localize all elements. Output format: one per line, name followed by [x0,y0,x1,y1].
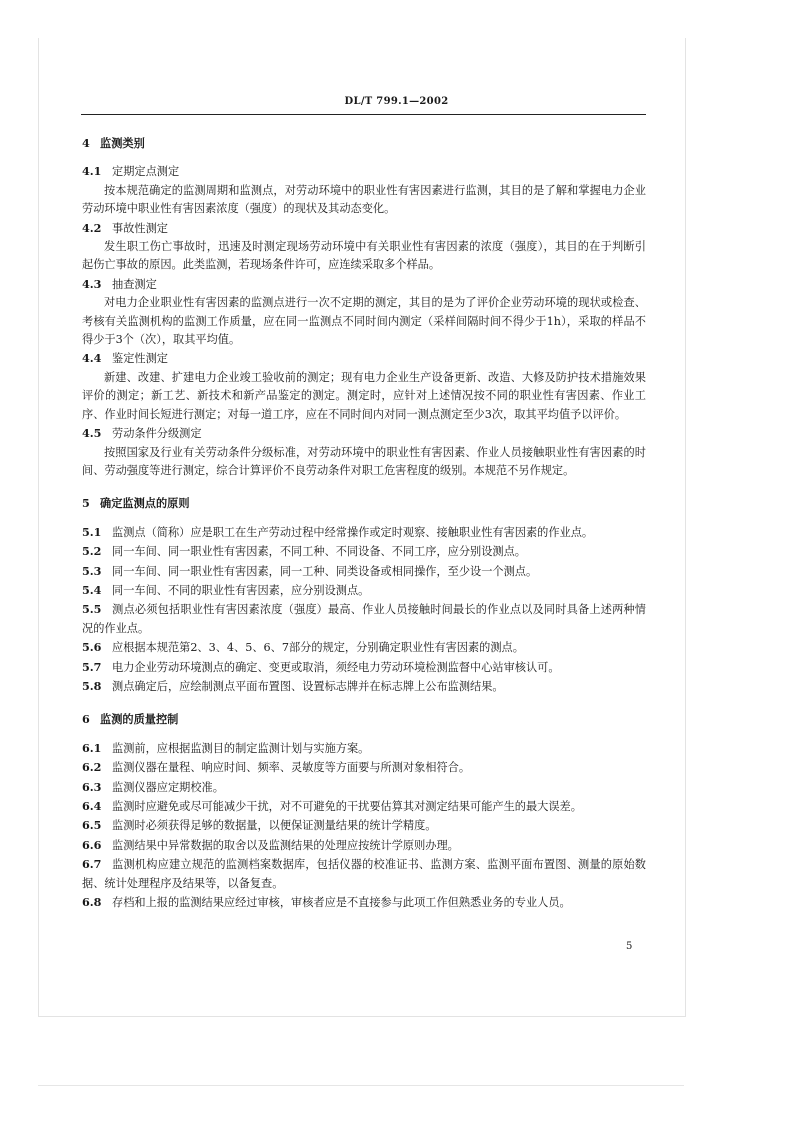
subsection-text-4-1: 按本规范确定的监测周期和监测点，对劳动环境中的职业性有害因素进行监测，其目的是了解和掌握电力企业劳动环境中职业性有害因素浓度（强度）的现状及其动态变化。 [82,183,646,216]
clause-text: 监测时必须获得足够的数据量，以便保证测量结果的统计学精度。 [112,819,437,833]
page-separator [38,1085,684,1086]
subsection-heading-4-3 [82,275,646,294]
subsection-text-4-3: 对电力企业职业性有害因素的监测点进行一次不定期的测定，其目的是为了评价企业劳动环境的现状或检查、考核有关监测机构的监测工作质量，应在同一监测点不同时间内测定（采样间隔时间不得少于1h），采取的样品不得少于3个（次），取其平均值。 [82,296,646,347]
clause-number: 6.4 [82,799,102,813]
clause-number: 5.8 [82,678,102,693]
subsection-number: 4.2 [82,220,102,235]
document-body [82,134,646,912]
subsection-heading-4-4 [82,349,646,368]
subsection-number: 4.3 [82,276,102,291]
subsection-title: 事故性测定 [112,221,168,235]
section-heading-5 [82,494,646,512]
clause-text: 应根据本规范第2、3、4、5、6、7部分的规定，分别确定职业性有害因素的测点。 [112,641,524,655]
section-number: 4 [82,136,90,150]
clause-number: 5.3 [82,563,102,578]
section-title: 确定监测点的原则 [100,496,190,511]
clause-text: 同一车间、同一职业性有害因素，同一工种、同类设备或相同操作，至少设一个测点。 [112,564,538,578]
clause-5-1 [82,523,646,542]
header-rule [81,114,646,115]
clause-5-8 [82,677,646,696]
subsection-text-4-2: 发生职工伤亡事故时，迅速及时测定现场劳动环境中有关职业性有害因素的浓度（强度），其目的在于判断引起伤亡事故的原因。此类监测，若现场条件许可，应连续采取多个样品。 [82,240,646,272]
subsection-heading-4-5 [82,424,646,443]
subsection-text-4-4: 新建、改建、扩建电力企业竣工验收前的测定；现有电力企业生产设备更新、改造、大修及防护技术措施效果评价的测定；新工艺、新技术和新产品鉴定的测定。测定时，应针对上述情况按不同的职业性有害因素、作业工序、作业时间长短进行测定；对每一道工序，应在不同时间内对同一测点测定至少3次，取其平均值予以评价。 [82,370,646,421]
clause-5-7 [82,658,646,677]
clause-number: 6.6 [82,837,102,852]
clause-number: 6.3 [82,779,102,794]
clause-text: 监测结果中异常数据的取舍以及监测结果的处理应按统计学原则办理。 [112,838,459,852]
section-heading-4 [82,134,646,152]
clause-number: 5.2 [82,544,102,559]
clause-number: 6.1 [82,740,102,755]
clause-text: 同一车间、同一职业性有害因素，不同工种、不同设备、不同工序，应分别设测点。 [112,545,526,559]
clause-number: 5.4 [82,582,102,597]
clause-number: 5.1 [82,524,102,539]
clause-text: 监测仪器在量程、响应时间、频率、灵敏度等方面要与所测对象相符合。 [112,761,471,775]
section-heading-6 [82,710,646,728]
clause-number: 6.8 [82,895,102,910]
subsection-title: 定期定点测定 [112,165,180,179]
subsection-title: 抽查测定 [112,277,157,291]
clause-text: 测点必须包括职业性有害因素浓度（强度）最高、作业人员接触时间最长的作业点以及同时具备上述两种情况的作业点。 [82,603,646,635]
clause-text: 监测机构应建立规范的监测档案数据库，包括仪器的校准证书、监测方案、监测平面布置图、测量的原始数据、统计处理程序及结果等，以备复查。 [82,858,646,890]
section-number: 6 [82,712,90,727]
clause-number: 6.7 [82,857,102,872]
clause-number: 5.7 [82,659,102,674]
subsection-title: 劳动条件分级测定 [112,427,202,441]
clause-text: 存档和上报的监测结果应经过审核，审核者应是不直接参与此项工作但熟悉业务的专业人员。 [112,896,571,910]
clause-6-1 [82,739,646,758]
clause-5-3 [82,562,646,581]
clause-number: 6.5 [82,818,102,833]
subsection-number: 4.1 [82,164,102,179]
clause-5-4 [82,581,646,600]
subsection-number: 4.5 [82,426,102,441]
clause-5-2 [82,542,646,561]
clause-text: 监测仪器应定期校准。 [112,780,224,794]
subsection-number: 4.4 [82,351,102,366]
clause-5-6 [82,638,646,657]
clause-6-6 [82,836,646,855]
clause-text: 电力企业劳动环境测点的确定、变更或取消，须经电力劳动环境检测监督中心站审核认可。 [112,660,560,674]
clause-text: 同一车间、不同的职业性有害因素，应分别设测点。 [112,583,370,597]
subsection-heading-4-2 [82,219,646,238]
page-number: 5 [626,941,633,952]
clause-number: 5.5 [82,602,102,617]
subsection-text-4-5: 按照国家及行业有关劳动条件分级标准，对劳动环境中的职业性有害因素、作业人员接触职业性有害因素的时间、劳动强度等进行测定，综合计算评价不良劳动条件对职工危害程度的级别。本规范不另作规定。 [82,445,646,477]
subsection-heading-4-1 [82,162,646,181]
clause-6-8 [82,893,646,912]
clause-number: 5.6 [82,640,102,655]
standard-code-header: DL/T 799.1—2002 [344,96,449,107]
section-title: 监测类别 [100,136,145,150]
section-number: 5 [82,496,90,511]
clause-6-4 [82,797,646,816]
clause-number: 6.2 [82,760,102,775]
clause-6-2 [82,758,646,777]
clause-5-5 [82,600,646,638]
clause-6-7 [82,855,646,893]
clause-6-5 [82,816,646,835]
clause-text: 监测时应避免或尽可能减少干扰，对不可避免的干扰要估算其对测定结果可能产生的最大误差。 [112,800,582,813]
clause-6-3 [82,778,646,797]
clause-text: 测点确定后，应绘制测点平面布置图、设置标志牌并在标志牌上公布监测结果。 [112,679,504,693]
section-title: 监测的质量控制 [100,712,179,727]
clause-text: 监测前，应根据监测目的制定监测计划与实施方案。 [112,741,370,755]
subsection-title: 鉴定性测定 [112,352,168,366]
clause-text: 监测点（简称）应是职工在生产劳动过程中经常操作或定时观察、接触职业性有害因素的作业点。 [112,525,594,539]
